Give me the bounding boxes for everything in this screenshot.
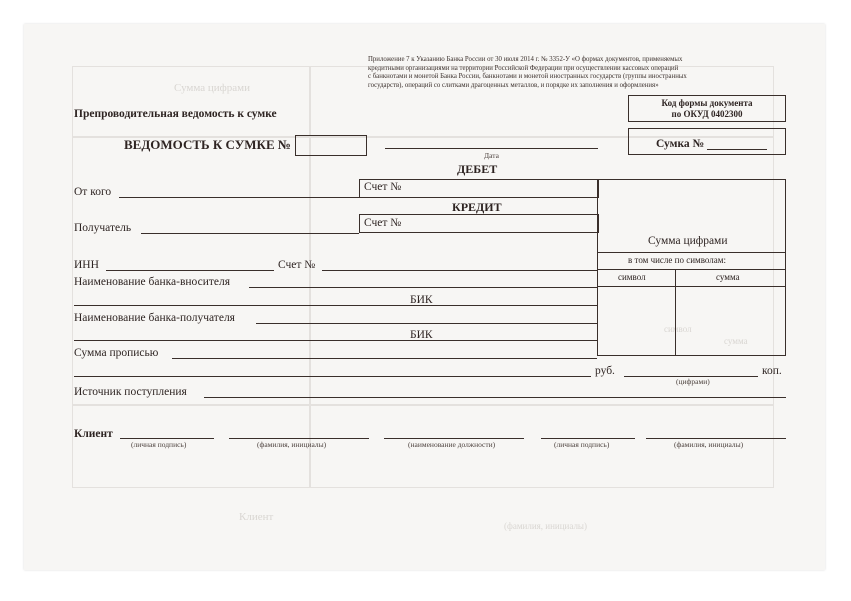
- ghost-text: символ: [664, 324, 692, 334]
- statement-label: ВЕДОМОСТЬ К СУМКЕ №: [124, 137, 291, 152]
- document-page: [24, 24, 825, 570]
- bag-number-box: [628, 128, 786, 155]
- source-field[interactable]: [204, 397, 786, 398]
- legal-note-line: государств), операций со слитками драгоценных металлов, и порядке их заполнения и оформления»: [368, 81, 659, 89]
- form-code-box: [628, 95, 786, 122]
- digits-caption: (цифрами): [676, 377, 710, 386]
- ghost-text: сумма: [724, 336, 748, 346]
- legal-note-line: Приложение 7 к Указанию Банка России от 30 июля 2014 г. № 3352-У «О формах документов, применяемых: [368, 56, 683, 63]
- debit-header: ДЕБЕТ: [457, 162, 498, 176]
- ghost-text: Сумма цифрами: [174, 82, 251, 94]
- table-divider: [597, 252, 786, 253]
- from-label: От кого: [74, 186, 112, 198]
- bag-number-field[interactable]: [707, 149, 767, 150]
- from-field[interactable]: [119, 197, 359, 198]
- amount-words-field-2[interactable]: [74, 376, 591, 377]
- rub-label: руб.: [595, 365, 615, 377]
- depositor-bank-label: Наименование банка-вносителя: [74, 276, 231, 288]
- symbol-column-header: символ: [618, 272, 646, 282]
- credit-header: КРЕДИТ: [452, 200, 502, 214]
- amount-words-field[interactable]: [172, 358, 597, 359]
- debit-account-label: Счет №: [364, 181, 402, 193]
- inn-account-field[interactable]: [322, 270, 597, 271]
- recipient-bank-label: Наименование банка-получателя: [74, 312, 235, 324]
- signature-field-2[interactable]: [541, 438, 635, 439]
- inn-account-label: Счет №: [278, 259, 316, 271]
- depositor-bik-field[interactable]: [74, 305, 597, 306]
- ghost-divider: [72, 404, 774, 406]
- amount-table: [597, 179, 786, 356]
- symbols-caption: в том числе по символам:: [628, 255, 726, 265]
- date-caption: Дата: [484, 151, 499, 160]
- inn-label: ИНН: [74, 259, 99, 271]
- name-caption-2: (фамилия, инициалы): [674, 440, 744, 449]
- ghost-divider: [309, 66, 311, 488]
- ghost-text: (фамилия, инициалы): [504, 521, 587, 531]
- name-field-2[interactable]: [646, 438, 786, 439]
- client-signature-field[interactable]: [120, 438, 214, 439]
- document-title: Препроводительная ведомость к сумке: [74, 108, 277, 120]
- credit-account-label: Счет №: [364, 217, 402, 229]
- source-label: Источник поступления: [74, 386, 187, 398]
- ghost-text: Клиент: [239, 511, 274, 523]
- amount-words-label: Сумма прописью: [74, 347, 159, 359]
- statement-number-field[interactable]: [295, 135, 367, 156]
- recipient-field[interactable]: [141, 233, 359, 234]
- legal-note: [368, 56, 687, 90]
- date-field[interactable]: [385, 148, 598, 149]
- form-code-line: Код формы документа: [661, 98, 753, 108]
- form-code-line: по ОКУД 0402300: [671, 109, 743, 119]
- position-field[interactable]: [384, 438, 524, 439]
- client-label: Клиент: [74, 428, 113, 440]
- recipient-label: Получатель: [74, 222, 132, 234]
- signature-caption: (личная подпись): [131, 440, 187, 449]
- table-col-divider: [675, 270, 676, 356]
- signature-caption-2: (личная подпись): [554, 440, 610, 449]
- recipient-bik-label: БИК: [410, 329, 433, 341]
- depositor-bank-field[interactable]: [249, 287, 597, 288]
- kop-label: коп.: [762, 365, 782, 377]
- table-divider: [597, 286, 786, 287]
- legal-note-line: кредитными организациями на территории Российской Федерации при осуществлении кассовых операций: [368, 64, 679, 72]
- table-divider: [597, 269, 786, 270]
- name-caption: (фамилия, инициалы): [257, 440, 327, 449]
- bag-label: Сумка №: [656, 138, 705, 150]
- sum-column-header: сумма: [716, 272, 740, 282]
- amount-digits-label: Сумма цифрами: [648, 235, 728, 247]
- depositor-bik-label: БИК: [410, 294, 433, 306]
- client-name-field[interactable]: [229, 438, 369, 439]
- recipient-bik-field[interactable]: [74, 340, 597, 341]
- recipient-bank-field[interactable]: [256, 323, 597, 324]
- legal-note-line: с банкнотами и монетой Банка России, банкнотами и монетой иностранных государств (группы иностранных: [368, 73, 687, 81]
- inn-field[interactable]: [106, 270, 274, 271]
- position-caption: (наименование должности): [408, 440, 496, 449]
